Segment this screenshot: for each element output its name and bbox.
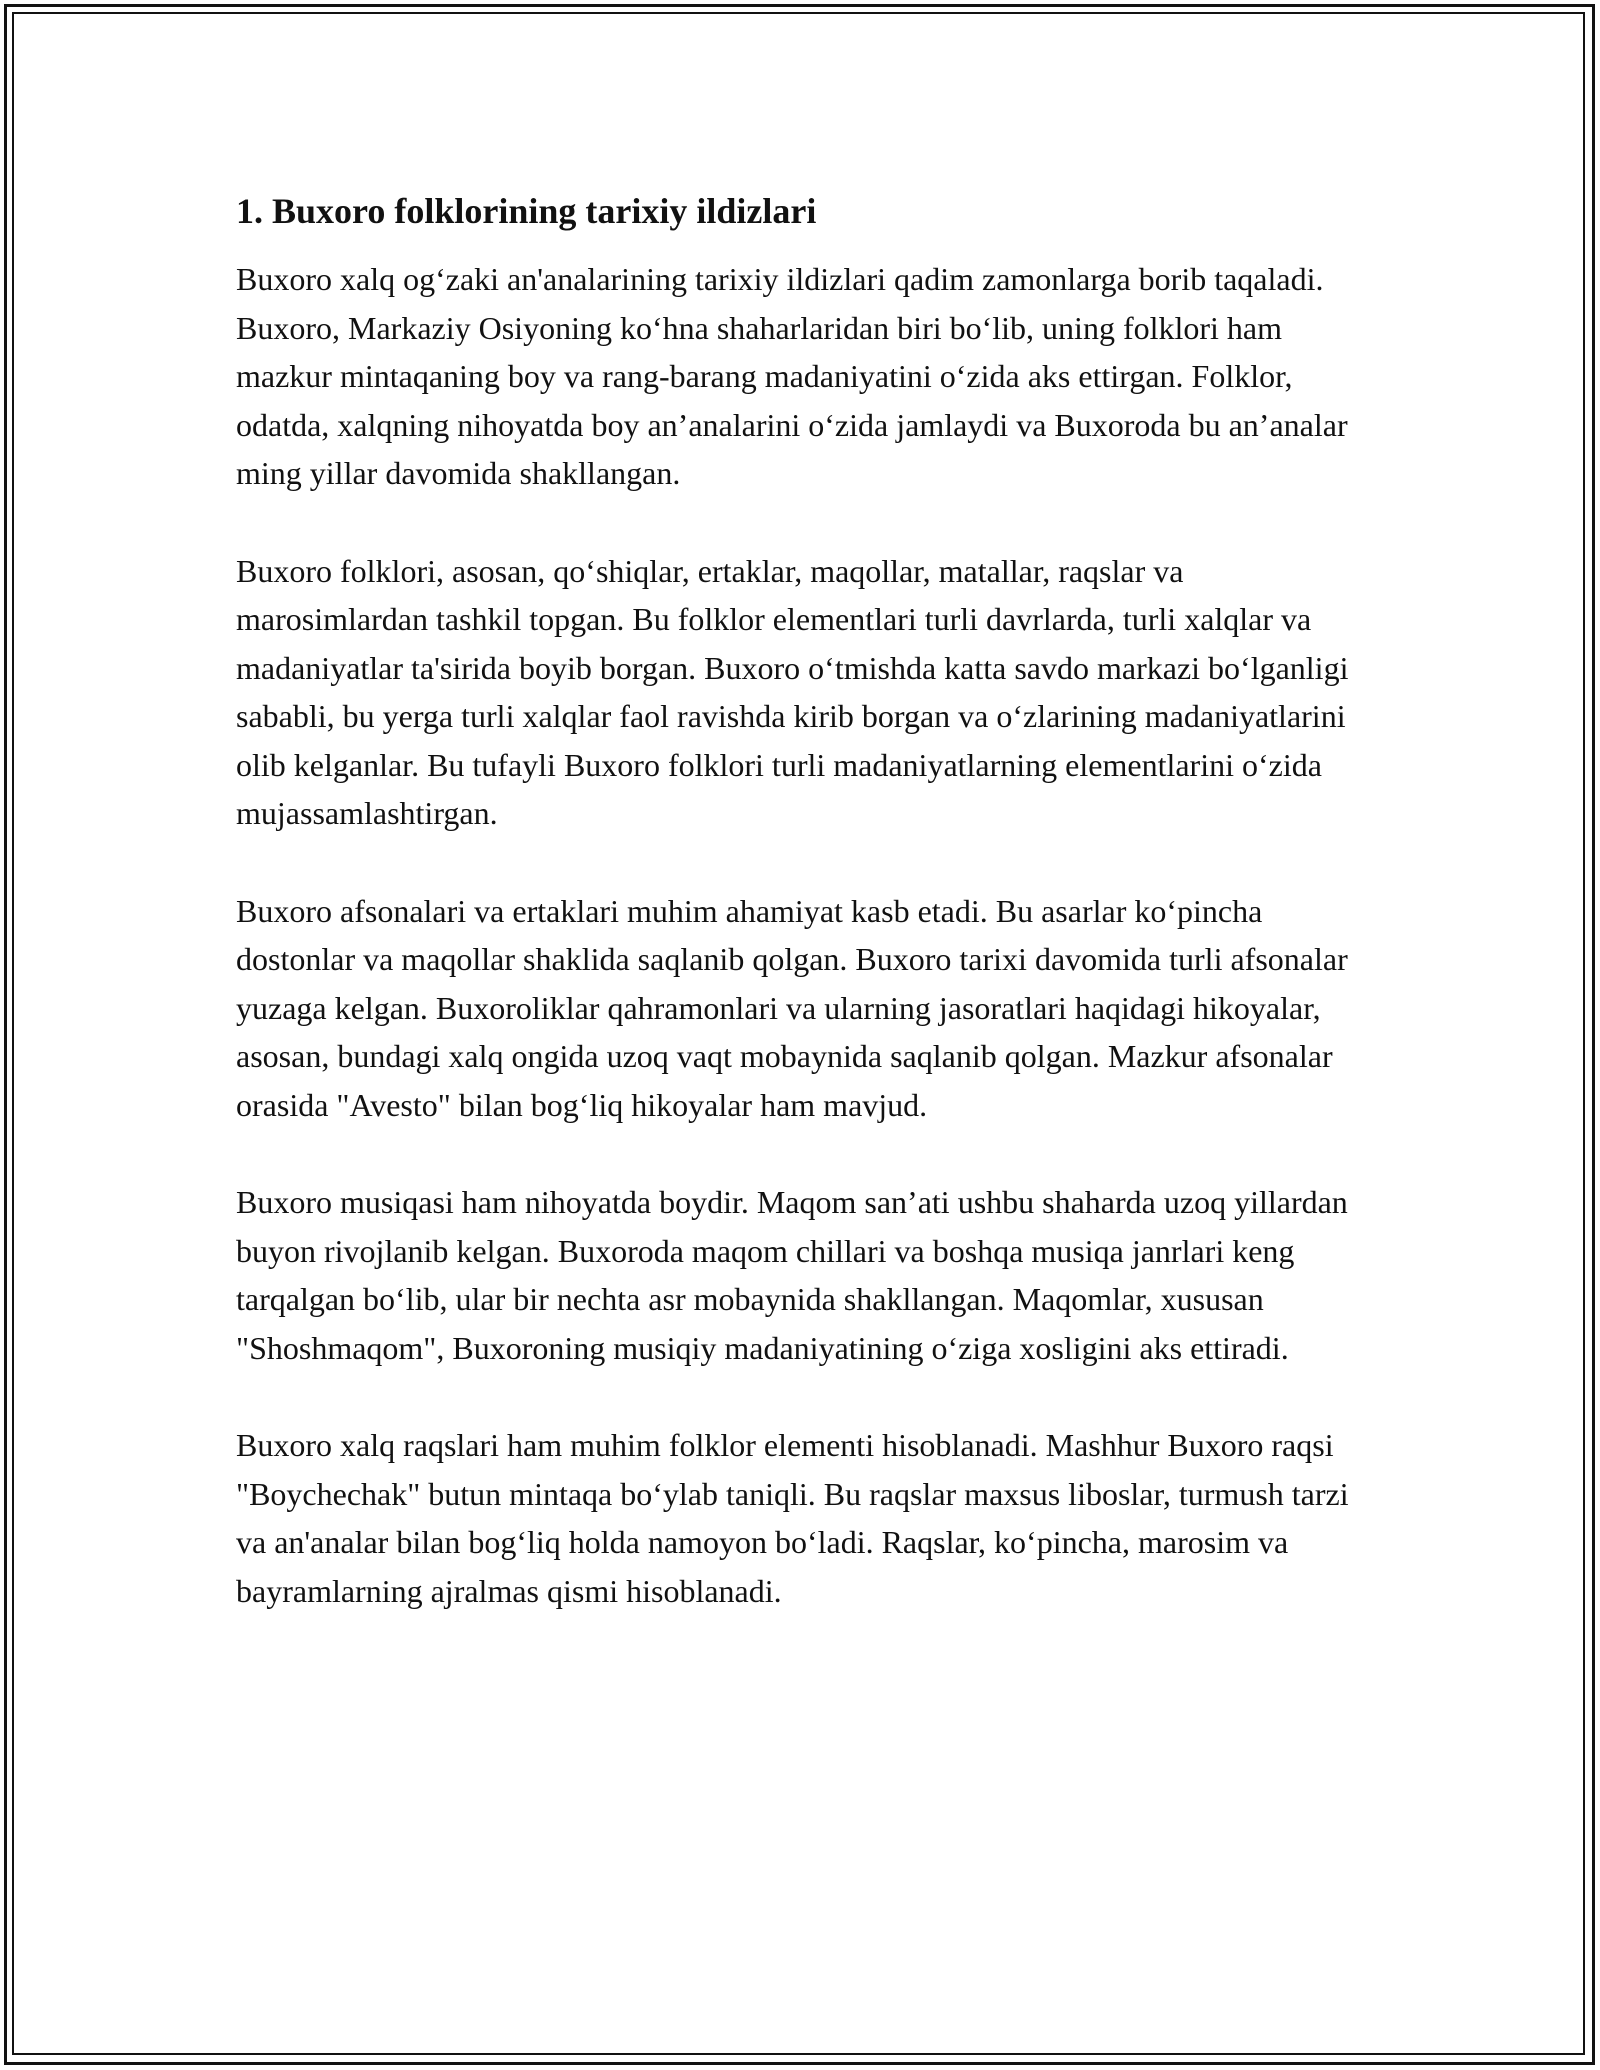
- paragraph-folklore-composition: Buxoro folklori, asosan, qo‘shiqlar, ertaklar, maqollar, matallar, raqslar va marosimlardan tashkil topgan. Bu folklor elementlari turli davrlarda, turli xalqlar va madaniyatlar ta'sirida boyib borgan. Buxoro o‘tmishda katta savdo markazi bo‘lganligi sababli, bu yerga turli xalqlar faol ravishda kirib borgan va o‘zlarining madaniyatlarini olib kelganlar. Bu tufayli Buxoro folklori turli madaniyatlarning elementlarini o‘zida mujassamlashtirgan.: [236, 552, 1349, 831]
- paragraph-historical-roots: Buxoro xalq og‘zaki an'analarining tarixiy ildizlari qadim zamonlarga borib taqaladi. Buxoro, Markaziy Osiyoning ko‘hna shaharlaridan biri bo‘lib, uning folklori ham mazkur mintaqaning boy va rang-barang madaniyatini o‘zida aks ettirgan. Folklor, odatda, xalqning nihoyatda boy an’analarini o‘zida jamlaydi va Buxoroda bu an’analar ming yillar davomida shakllangan.: [236, 261, 1348, 491]
- paragraph-music: Buxoro musiqasi ham nihoyatda boydir. Maqom san’ati ushbu shaharda uzoq yillardan buyon rivojlanib kelgan. Buxoroda maqom chillari va boshqa musiqa janrlari keng tarqalgan bo‘lib, ular bir nechta asr mobaynida shakllangan. Maqomlar, xususan "Shoshmaqom", Buxoroning musiqiy madaniyatining o‘ziga xosligini aks ettiradi.: [236, 1184, 1348, 1366]
- paragraph-legends-tales: Buxoro afsonalari va ertaklari muhim ahamiyat kasb etadi. Bu asarlar ko‘pincha dostonlar va maqollar shaklida saqlanib qolgan. Buxoro tarixi davomida turli afsonalar yuzaga kelgan. Buxoroliklar qahramonlari va ularning jasoratlari haqidagi hikoyalar, asosan, bundagi xalq ongida uzoq vaqt mobaynida saqlanib qolgan. Mazkur afsonalar orasida "Avesto" bilan bog‘liq hikoyalar ham mavjud.: [236, 892, 1348, 1123]
- document-body: [236, 187, 1371, 1664]
- section-heading: 1. Buxoro folklorining tarixiy ildizlari: [236, 191, 817, 231]
- paragraph-dances: Buxoro xalq raqslari ham muhim folklor elementi hisoblanadi. Mashhur Buxoro raqsi "Boychechak" butun mintaqa bo‘ylab taniqli. Bu raqslar maxsus liboslar, turmush tarzi va an'analar bilan bog‘liq holda namoyon bo‘ladi. Raqslar, ko‘pincha, marosim va bayramlarning ajralmas qismi hisoblanadi.: [236, 1427, 1349, 1609]
